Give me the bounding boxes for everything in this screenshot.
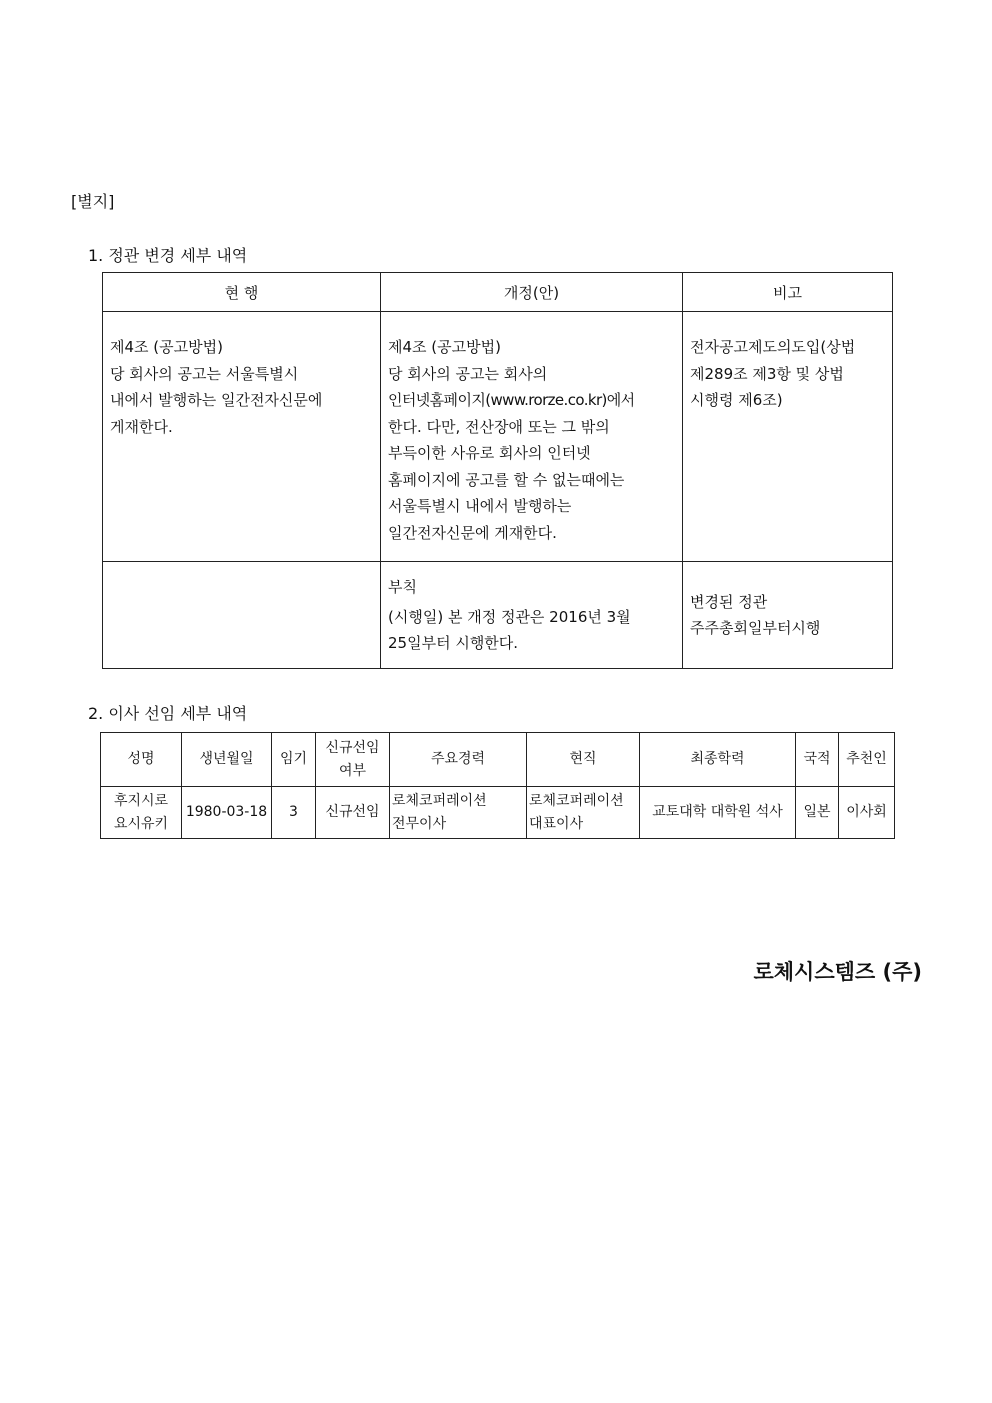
text-line: 제289조 제3항 및 상법 bbox=[690, 364, 844, 383]
text-line: 인터넷홈페이지(www.rorze.co.kr)에서 bbox=[388, 391, 635, 409]
cell-education: 교토대학 대학원 석사 bbox=[640, 787, 796, 839]
header-proposed: 개정(안) bbox=[381, 273, 683, 312]
table-header-row bbox=[103, 273, 893, 312]
text-line: 홈페이지에 공고를 할 수 없는때에는 bbox=[388, 470, 625, 489]
text-line: 시행령 제6조) bbox=[690, 391, 783, 409]
header-current: 현 행 bbox=[103, 273, 381, 312]
text-line: 변경된 정관 bbox=[690, 592, 768, 611]
text-line: 제4조 (공고방법) bbox=[110, 338, 223, 356]
header-current-position: 현직 bbox=[527, 733, 640, 787]
text-line: 일간전자신문에 게재한다. bbox=[388, 523, 557, 542]
cell-new: 신규선임 bbox=[316, 787, 390, 839]
header-recommender: 추천인 bbox=[839, 733, 895, 787]
text-line: 내에서 발행하는 일간전자신문에 bbox=[110, 391, 323, 409]
cell-recommender: 이사회 bbox=[839, 787, 895, 839]
text-line: 당 회사의 공고는 서울특별시 bbox=[110, 364, 299, 383]
text-line: 부칙 bbox=[388, 578, 417, 596]
text-line: 한다. 다만, 전산장애 또는 그 밖의 bbox=[388, 417, 610, 436]
section1-title: 1. 정관 변경 세부 내역 bbox=[88, 246, 248, 265]
proposed-cell bbox=[381, 562, 683, 669]
cell-current-position: 로체코퍼레이션 대표이사 bbox=[527, 787, 640, 839]
text-line: 전자공고제도의도입(상법 bbox=[690, 338, 856, 356]
note-cell bbox=[683, 562, 893, 669]
text-line: 당 회사의 공고는 회사의 bbox=[388, 364, 548, 383]
proposed-cell bbox=[381, 312, 683, 562]
table-row bbox=[101, 787, 895, 839]
company-name: 로체시스템즈 (주) bbox=[753, 960, 922, 984]
cell-career: 로체코퍼레이션 전무이사 bbox=[390, 787, 527, 839]
section2-title: 2. 이사 선임 세부 내역 bbox=[88, 704, 248, 723]
text-line: 부득이한 사유로 회사의 인터넷 bbox=[388, 444, 591, 462]
director-election-table bbox=[100, 732, 895, 839]
current-cell bbox=[103, 312, 381, 562]
table-row bbox=[103, 312, 893, 562]
text-line: (시행일) 본 개정 정관은 2016년 3월 bbox=[388, 608, 631, 626]
cell-name: 후지시로 요시유키 bbox=[101, 787, 182, 839]
header-nationality: 국적 bbox=[796, 733, 839, 787]
header-note: 비고 bbox=[683, 273, 893, 312]
header-education: 최종학력 bbox=[640, 733, 796, 787]
header-new: 신규선임 여부 bbox=[316, 733, 390, 787]
cell-birth: 1980-03-18 bbox=[182, 787, 272, 839]
text-line: 제4조 (공고방법) bbox=[388, 338, 501, 356]
cell-nationality: 일본 bbox=[796, 787, 839, 839]
articles-amendment-table bbox=[102, 272, 893, 669]
attachment-label: [별지] bbox=[71, 192, 115, 211]
table-row bbox=[103, 562, 893, 669]
cell-term: 3 bbox=[272, 787, 316, 839]
header-name: 성명 bbox=[101, 733, 182, 787]
text-line: 게재한다. bbox=[110, 417, 173, 436]
current-cell bbox=[103, 562, 381, 669]
header-career: 주요경력 bbox=[390, 733, 527, 787]
table-header-row bbox=[101, 733, 895, 787]
text-line: 서울특별시 내에서 발행하는 bbox=[388, 497, 572, 515]
text-line: 주주총회일부터시행 bbox=[690, 619, 821, 637]
header-birth: 생년월일 bbox=[182, 733, 272, 787]
text-line: 25일부터 시행한다. bbox=[388, 634, 519, 652]
note-cell bbox=[683, 312, 893, 562]
header-term: 임기 bbox=[272, 733, 316, 787]
